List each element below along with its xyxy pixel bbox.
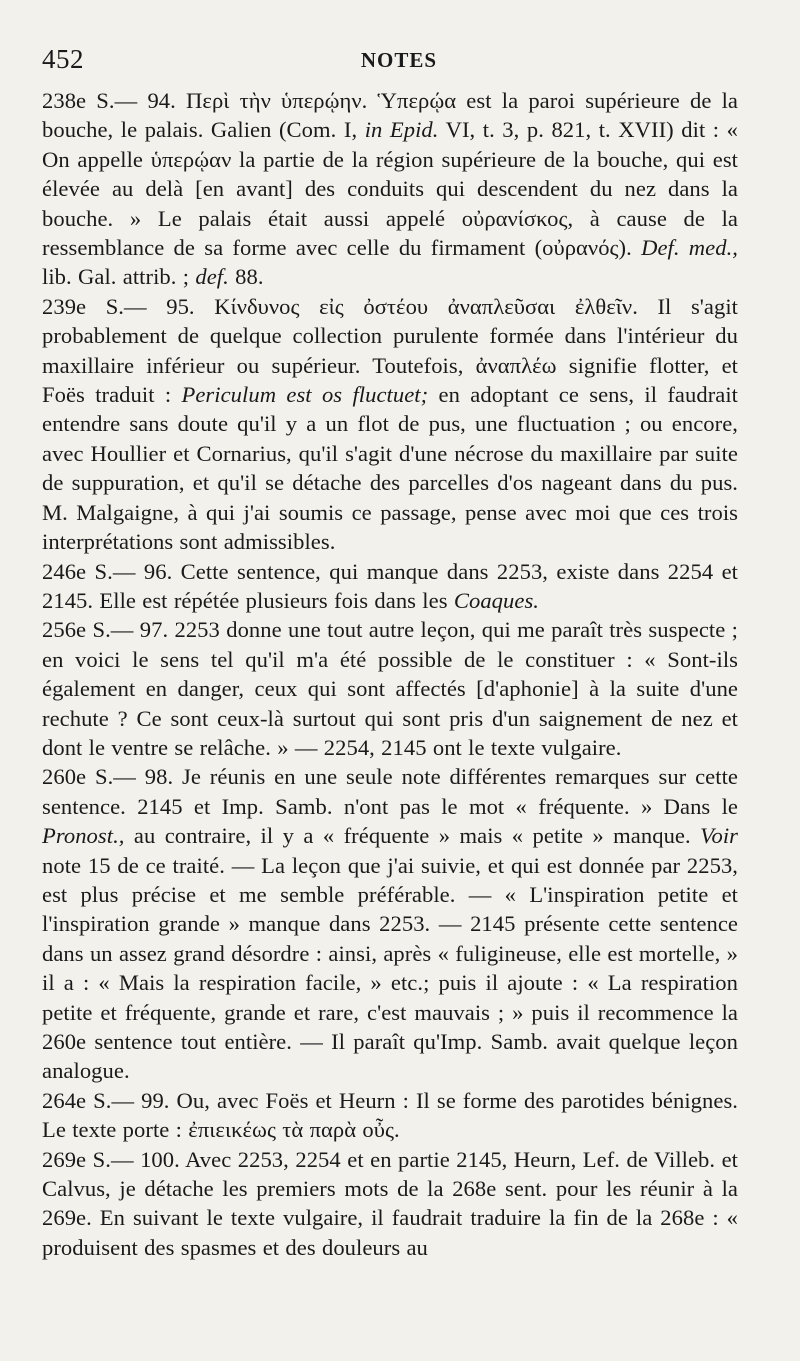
note-text: lib. Gal. attrib. ; (42, 264, 196, 290)
note-text: note 15 de ce traité. — La leçon que j'ai suivie, et qui est donnée par 2253, est plus précise et me semble préférable. — « L'inspiration petite et l'inspiration grande » manque dans 2253. — 2145 présente cette sentence dans un assez grand désordre : ainsi, après « fuligineuse, elle est mortelle, » il a : « Mais la respiration facile, » etc.; puis il ajoute : « La respiration petite et fréquente, grande et rare, c'est mauvais ; » puis il recommence la 260e sentence tout entière. — Il paraît qu'Imp. Samb. avait quelque leçon analogue. (42, 852, 738, 1084)
note-paragraph (42, 292, 738, 557)
note-text: Περὶ τὴν ὑπερῴην. Ὑπερῴα est la paroi supérieure de la bouche, le palais. Galien (Com. I, (42, 88, 738, 143)
running-title: NOTES (360, 48, 438, 72)
note-sentence-ref: 264e S. (42, 1087, 112, 1113)
note-italic-text: in Epid. (364, 117, 439, 143)
note-italic-text: Coaques. (453, 587, 539, 613)
note-italic-text: Pronost., (42, 823, 125, 849)
note-text: Κίνδυνος εἰς ὀστέου ἀναπλεῦσαι ἐλθεῖν. Il s'agit probablement de quelque collection purulente formée dans l'intérieur du maxillaire inférieur ou supérieur. Toutefois, ἀναπλέω signifie flotter, et Foës traduit : (42, 293, 738, 408)
note-italic-text: Periculum est os fluctuet; (181, 382, 429, 408)
note-text: 88. (228, 264, 264, 290)
note-sentence-ref: 238e S. (42, 88, 115, 113)
note-number: — 94. (114, 88, 176, 113)
note-paragraph (42, 762, 738, 1085)
note-number: — 97. (110, 617, 169, 643)
note-sentence-ref: 260e S. (42, 764, 114, 790)
note-text: Cette sentence, qui manque dans 2253, existe dans 2254 et 2145. Elle est répétée plusieurs fois dans les (42, 558, 738, 613)
note-text: en adoptant ce sens, il faudrait entendre sans doute qu'il y a un flot de pus, une fluctuation ; ou encore, avec Houllier et Cornarius, qu'il s'agit d'une nécrose du maxillaire par suite de suppuration, et qu'il se détache des parcelles d'os nageant dans du pus. M. Malgaigne, à qui j'ai soumis ce passage, pense avec moi que ces trois interprétations sont admissibles. (42, 382, 739, 555)
note-text: Avec 2253, 2254 et en partie 2145, Heurn, Lef. de Villeb. et Calvus, je détache les premiers mots de la 268e sent. pour les réunir à la 269e. En suivant le texte vulgaire, il faudrait traduire la fin de la 268e : « produisent des spasmes et des douleurs au (42, 1146, 739, 1260)
page-number: 452 (42, 44, 84, 74)
note-text: VI, t. 3, p. 821, t. XVII) dit : « On appelle ὑπερῴαν la partie de la région supérieure de la bouche, qui est élevée au delà [en avant] des conduits qui descendent du nez dans la bouche. » Le palais était aussi appelé οὐρανίσκος, à cause de la ressemblance de sa forme avec celle du firmament (οὐρανός). (42, 117, 739, 261)
note-paragraph (42, 615, 738, 762)
note-text: au contraire, il y a « fréquente » mais « petite » manque. (124, 823, 701, 849)
note-paragraph (42, 1145, 738, 1263)
note-number: — 98. (113, 764, 174, 790)
note-sentence-ref: 239e S. (42, 293, 125, 319)
note-sentence-ref: 269e S. (42, 1146, 111, 1172)
note-text: Ou, avec Foës et Heurn : Il se forme des parotides bénignes. Le texte porte : ἐπιεικέως τὰ παρὰ οὖς. (42, 1087, 738, 1143)
note-number: — 95. (124, 293, 195, 319)
note-number: — 99. (111, 1087, 170, 1113)
note-number: — 96. (112, 558, 173, 584)
note-italic-text: def. (195, 264, 229, 290)
notes-body (42, 86, 738, 1262)
note-paragraph (42, 1086, 738, 1145)
note-number: — 100. (110, 1146, 180, 1172)
note-italic-text: Def. med., (641, 235, 738, 261)
note-text: Je réunis en une seule note différentes remarques sur cette sentence. 2145 et Imp. Samb. n'ont pas le mot « fréquente. » Dans le (42, 764, 738, 819)
note-sentence-ref: 256e S. (42, 617, 111, 643)
note-italic-text: Voir (700, 823, 738, 849)
note-paragraph (42, 86, 738, 292)
running-head (42, 44, 738, 84)
note-text: 2253 donne une tout autre leçon, qui me paraît très suspecte ; en voici le sens tel qu'il m'a été possible de le constituer : « Sont-ils également en danger, ceux qui sont affectés [d'aphonie] à la suite d'une rechute ? Ce sont ceux-là surtout qui sont pris d'un saignement de nez et dont le ventre se relâche. » — 2254, 2145 ont le texte vulgaire. (42, 617, 738, 760)
note-paragraph (42, 557, 738, 616)
note-sentence-ref: 246e S. (42, 558, 113, 584)
